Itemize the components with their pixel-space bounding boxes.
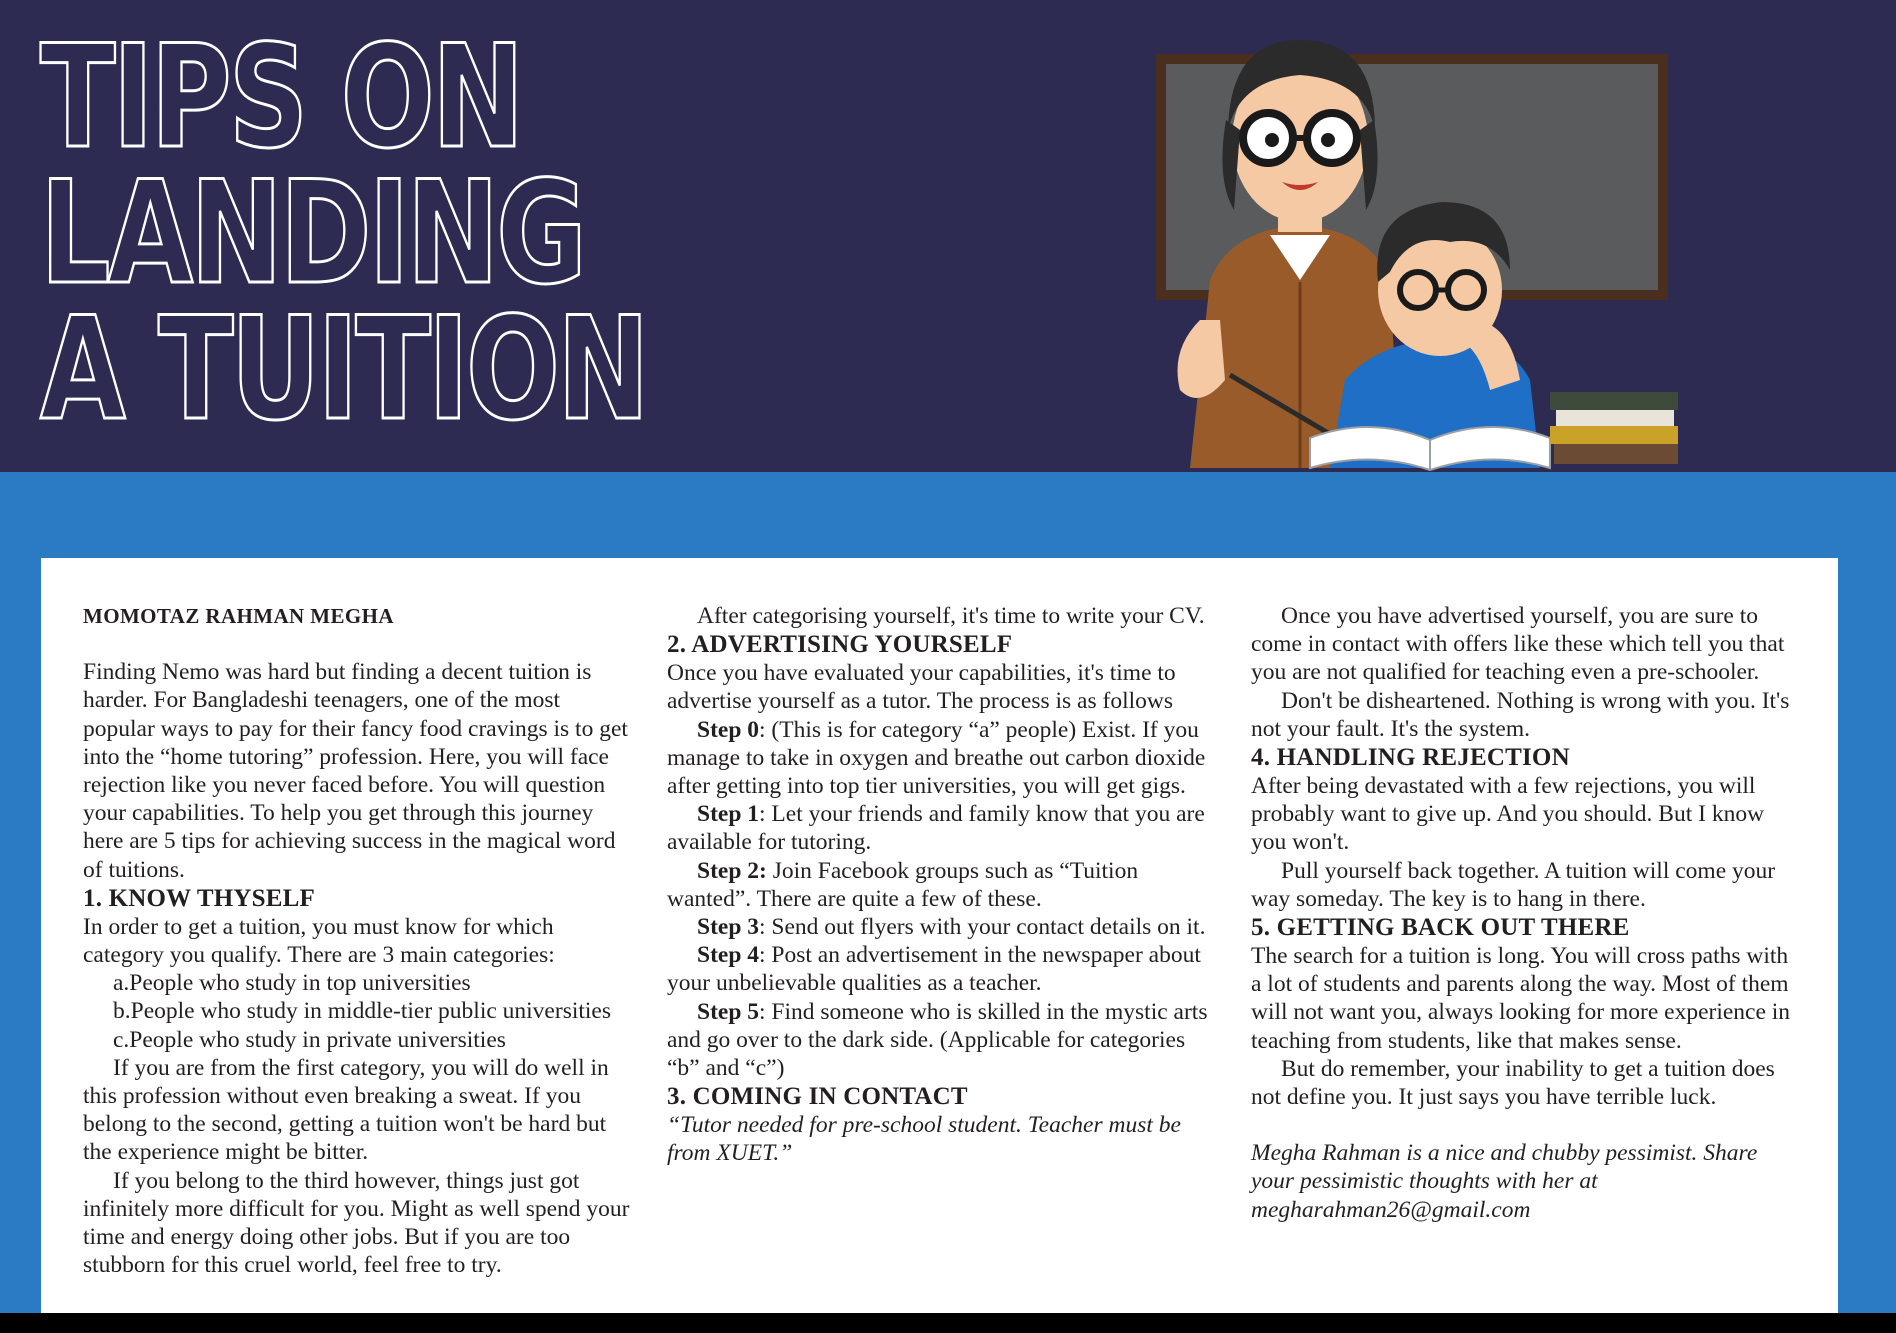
step-item bbox=[667, 998, 1217, 1083]
bottom-edge bbox=[0, 1313, 1896, 1333]
paragraph: If you belong to the third however, things just got infinitely more difficult for you. Might as well spend your time and energy doing other jobs. But if you are too stubborn for this cruel world, feel free to try. bbox=[83, 1167, 630, 1279]
column-1 bbox=[83, 602, 633, 1279]
intro-paragraph: Finding Nemo was hard but finding a decent tuition is harder. For Bangladeshi teenagers, one of the most popular ways to pay for their fancy food cravings is to get into the “home tutoring” profession. Here, you will face rejection like you never faced before. You will question your capabilities. To help you get through this journey here are 5 tips for achieving success in the magical word of tuitions. bbox=[83, 659, 628, 883]
header-banner bbox=[0, 0, 1896, 472]
byline: MOMOTAZ RAHMAN MEGHA bbox=[83, 604, 394, 628]
category-b: b.People who study in middle-tier public universities bbox=[113, 998, 611, 1025]
column-2 bbox=[667, 602, 1217, 1168]
step-label: Step 4 bbox=[697, 942, 760, 969]
paragraph: After being devastated with a few rejections, you will probably want to give up. And you should. But I know you won't. bbox=[1251, 773, 1765, 856]
step-label: Step 3 bbox=[697, 914, 760, 941]
title-line-1: TIPS ON bbox=[40, 15, 522, 180]
page-title bbox=[40, 15, 647, 452]
section-heading-know-thyself: 1. KNOW THYSELF bbox=[83, 884, 315, 912]
step-text: : Let your friends and family know that you are available for tutoring. bbox=[667, 801, 1205, 856]
step-label: Step 5 bbox=[697, 998, 760, 1025]
step-text: : Post an advertisement in the newspaper about your unbelievable qualities as a teacher. bbox=[667, 942, 1201, 997]
paragraph: If you are from the first category, you will do well in this profession without even breaking a sweat. If you belong to the second, getting a tuition won't be hard but the experience might be bitter. bbox=[83, 1054, 609, 1166]
article-body bbox=[41, 558, 1838, 1313]
step-text: : Find someone who is skilled in the mystic arts and go over to the dark side. (Applicable for categories “b” and “c”) bbox=[667, 998, 1208, 1082]
step-item bbox=[667, 716, 1217, 801]
paragraph: Don't be disheartened. Nothing is wrong with you. It's not your fault. It's the system. bbox=[1251, 687, 1790, 742]
column-3 bbox=[1251, 602, 1801, 1224]
paragraph: The search for a tuition is long. You will cross paths with a lot of students and parents along the way. Most of them will not want you, always looking for more experience in teaching from students, like that makes sense. bbox=[1251, 943, 1791, 1054]
section-heading-handling-rejection: 4. HANDLING REJECTION bbox=[1251, 744, 1570, 772]
step-label: Step 2: bbox=[697, 857, 767, 884]
step-item bbox=[667, 941, 1217, 997]
paragraph: Once you have advertised yourself, you are sure to come in contact with offers like these which tell you that you are not qualified for teaching even a pre-schooler. bbox=[1251, 603, 1785, 686]
step-text: Join Facebook groups such as “Tuition wanted”. There are quite a few of these. bbox=[667, 857, 1139, 912]
paragraph: After categorising yourself, it's time to write your CV. bbox=[697, 603, 1205, 629]
title-line-2: LANDING bbox=[40, 151, 584, 316]
step-item bbox=[667, 913, 1217, 941]
step-label: Step 0 bbox=[697, 716, 760, 743]
paragraph: Pull yourself back together. A tuition will come your way someday. The key is to hang in there. bbox=[1251, 857, 1776, 912]
step-text: : (This is for category “a” people) Exist. If you manage to take in oxygen and breathe out carbon dioxide after getting into top tier universities, you will get gigs. bbox=[667, 716, 1206, 800]
step-item bbox=[667, 857, 1217, 913]
title-line-3: A TUITION bbox=[40, 287, 647, 452]
quote: “Tutor needed for pre-school student. Teacher must be from XUET.” bbox=[667, 1112, 1181, 1167]
category-c: c.People who study in private universities bbox=[113, 1026, 506, 1053]
book-stack-icon bbox=[1550, 392, 1678, 464]
step-item bbox=[667, 800, 1217, 856]
paragraph: In order to get a tuition, you must know for which category you qualify. There are 3 main categories: bbox=[83, 913, 555, 969]
section-heading-advertising: 2. ADVERTISING YOURSELF bbox=[667, 631, 1013, 659]
step-text: : Send out flyers with your contact details on it. bbox=[759, 914, 1206, 941]
section-heading-coming-in-contact: 3. COMING IN CONTACT bbox=[667, 1083, 968, 1111]
step-label: Step 1 bbox=[697, 801, 760, 828]
paragraph: Once you have evaluated your capabilities, it's time to advertise yourself as a tutor. The process is as follows bbox=[667, 660, 1176, 715]
teacher-student-illustration bbox=[1130, 20, 1690, 472]
author-bio: Megha Rahman is a nice and chubby pessimist. Share your pessimistic thoughts with her at megharahman26@gmail.com bbox=[1251, 1140, 1758, 1223]
category-a: a.People who study in top universities bbox=[113, 970, 471, 997]
paragraph: But do remember, your inability to get a tuition does not define you. It just says you have terrible luck. bbox=[1251, 1055, 1775, 1111]
section-heading-getting-back: 5. GETTING BACK OUT THERE bbox=[1251, 914, 1630, 942]
